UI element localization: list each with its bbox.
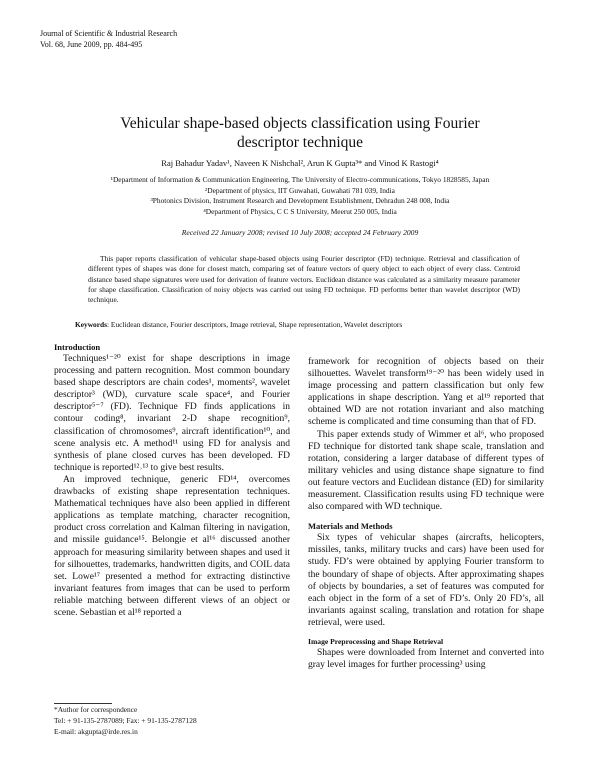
intro-paragraph-1: Techniques¹⁻²⁰ exist for shape descriptions in image processing and pattern recognition. Most common boundary based shape descriptors are chain codes¹, moments², wavelet descriptor³ (WD), curvature scale space⁴, and Fourier descriptor⁵⁻⁷ (FD). Technique FD finds applications in contour coding⁸, invariant 2-D shape recognition⁹, classification of chromosomes⁹, aircraft identification¹⁰, and scene analysis etc. A method¹¹ using FD for analysis and synthesis of plane closed curves has been developed. FD technique is reported¹²˒¹³ to give best results. xyxy=(54,354,290,473)
subsection-heading-preprocessing: Image Preprocessing and Shape Retrieval xyxy=(308,636,444,646)
footnote-email: E-mail: akgupta@irde.res.in xyxy=(54,726,138,736)
affiliation-2: ²Department of physics, IIT Guwahati, Guwahati 781 039, India xyxy=(205,185,395,195)
footnote-phone-fax: Tel: + 91-135-2787089; Fax: + 91-135-2787128 xyxy=(54,715,197,725)
section-heading-materials: Materials and Methods xyxy=(308,521,393,532)
affiliation-3: ³Photonics Division, Instrument Research and Development Establishment, Dehradun 248 008, India xyxy=(150,196,450,206)
journal-header xyxy=(40,28,177,50)
footnote-correspondence: *Author for correspondence xyxy=(54,705,138,714)
title-line-2: descriptor technique xyxy=(236,134,364,151)
affiliations xyxy=(0,175,600,217)
keywords-line xyxy=(75,320,535,329)
right-column xyxy=(308,356,544,671)
intro-paragraph-3: framework for recognition of objects based on their silhouettes. Wavelet transform¹⁹⁻²⁰ has been widely used in image processing and pattern classification but only few applications in shape description. Yang et al¹⁹ reported that obtained WD are not rotation invariant and also matching scheme is complicated and time consuming than that of FD. xyxy=(308,357,544,428)
journal-name: Journal of Scientific & Industrial Research xyxy=(40,29,178,38)
paper-title xyxy=(0,114,600,152)
keywords-text: : Euclidean distance, Fourier descriptors, Image retrieval, Shape representation, Wavelet descriptors xyxy=(107,320,403,329)
section-heading-introduction: Introduction xyxy=(54,342,101,352)
methods-paragraph-1: Six types of vehicular shapes (aircrafts, helicopters, missiles, tanks, military trucks and cars) have been used for study. FD’s were obtained by applying Fourier transform to the boundary of shape of objects. After approximating shapes of objects by boundaries, a set of features was computed for each object in the form of a set of FD’s. Only 20 FD’s, all invariants against scaling, translation and rotation for shape retrieval, were used. xyxy=(308,533,544,628)
affiliation-1: ¹Department of Information & Communication Engineering, The University of Electro-communications, Tokyo 1828585, Japan xyxy=(110,175,490,184)
abstract: This paper reports classification of vehicular shape-based objects using Fourier descriptor (FD) technique. Retrieval and classification of different types of shapes was done for closest match, comparing set of feature vectors of query object to each object of every class. Centroid distance based shape signatures were used for derivation of feature vectors. Euclidean distance was calculated as a similarity measure parameter for shape classification. Classification of noisy objects was carried out using FD technique. FD performs better than wavelet descriptor (WD) technique. xyxy=(88,254,520,305)
intro-paragraph-2: An improved technique, generic FD¹⁴, overcomes drawbacks of existing shape representation techniques. Mathematical techniques have also been applied in different applications as template matching, character recognition, product cross correlation and Kalman filtering in navigation, and missile guidance¹⁵. Belongie et al¹⁶ discussed another approach for measuring similarity between shapes and used it for silhouettes, trademarks, handwritten digits, and COIL data set. Lowe¹⁷ presented a method for extracting distinctive invariant features from images that can be used to perform reliable matching between different views of an object or scene. Sebastian et al¹⁸ reported a xyxy=(54,474,290,618)
journal-volume: Vol. 68, June 2009, pp. 484-495 xyxy=(40,40,143,49)
footnote-divider xyxy=(54,703,112,704)
left-column xyxy=(54,341,290,619)
title-line-1: Vehicular shape-based objects classification using Fourier xyxy=(120,115,480,132)
author-list: Raj Bahadur Yadav¹, Naveen K Nishchal², Arun K Gupta³* and Vinod K Rastogi⁴ xyxy=(161,158,439,168)
footnotes xyxy=(54,705,197,737)
received-dates: Received 22 January 2008; revised 10 July 2008; accepted 24 February 2009 xyxy=(181,228,419,237)
keywords-label: Keywords xyxy=(75,320,108,329)
affiliation-4: ⁴Department of Physics, C C S University, Meerut 250 005, India xyxy=(203,206,397,216)
methods-paragraph-2: Shapes were downloaded from Internet and converted into gray level images for further processing³ using xyxy=(308,647,544,671)
intro-paragraph-4: This paper extends study of Wimmer et al⁶, who proposed FD technique for distorted tank shape scale, translation and rotation, considering a larger database of different types of military vehicles and using distance shape signature to find out feature vectors and Euclidean distance (ED) for similarity measurement. Classification results using FD technique were also compared with WD technique. xyxy=(308,429,544,513)
